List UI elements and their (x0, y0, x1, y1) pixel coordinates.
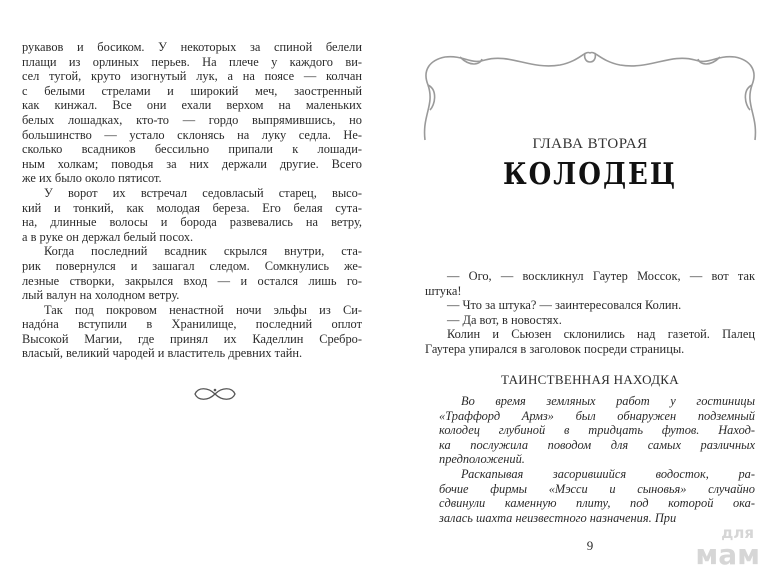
page-number: 9 (586, 538, 594, 553)
text-line: с белыми стрелами и широкий меч, заостренный (22, 83, 362, 98)
dialog-text (425, 269, 755, 357)
text-line: У ворот их встречал седовласый старец, высо- (44, 185, 362, 200)
text-line: Высокой Магии, где принял их Каделлин Сребро- (22, 331, 362, 346)
text-line: лый валун на холодном ветру. (22, 288, 180, 303)
text-line: — Да вот, в новостях. (447, 312, 562, 327)
chapter-label: ГЛАВА ВТОРАЯ (532, 136, 648, 152)
newspaper-headline: ТАИНСТВЕННАЯ НАХОДКА (501, 372, 679, 387)
text-line: белых лошадках, кто-то — гордо выпрямившись, но (22, 112, 362, 127)
text-line: Когда последний всадник скрылся внутри, ста- (44, 244, 362, 259)
text-line: рик повернулся и зашагал следом. Сомкнулись же- (22, 258, 362, 273)
chapter-title: КОЛОДЕЦ (503, 157, 677, 193)
left-body-text (22, 40, 362, 361)
text-line: Во время земляных работ у гостиницы (461, 394, 755, 408)
text-line: на, длинные волосы и борода развевались на ветру, (22, 215, 362, 230)
text-line: ным холкам; поводья за них держали другие. Всего (22, 156, 362, 171)
text-line: Колин и Сьюзен склонились над газетой. Палец (447, 327, 755, 342)
text-line: плащи из орлиных перьев. На плече у каждого ви- (22, 54, 362, 69)
text-line: Гаутера упирался в заголовок посреди страницы. (425, 341, 685, 356)
text-line: Так под покровом ненастной ночи эльфы из Си- (44, 302, 362, 317)
right-page (385, 0, 770, 577)
text-line: сколько всадников бессильно припали к лошади- (22, 142, 362, 157)
text-line: власый, великий чародей и властитель древних тайн. (22, 346, 303, 361)
text-line: — Что за штука? — заинтересовался Колин. (447, 298, 682, 313)
watermark-line1: для (721, 524, 754, 542)
text-line: сел тугой, круто изогнутый лук, а на поясе — колчан (22, 69, 362, 84)
text-line: бочие фирмы «Мэсси и сыновья» случайно (439, 481, 755, 496)
text-line: как кинжал. Все они ехали верхом на маленьких (22, 98, 362, 113)
text-line: рукавов и босиком. У некоторых за спиной белели (22, 40, 362, 54)
chapter-frame-ornament-icon (420, 45, 760, 145)
text-line: же их было около пятисот. (22, 171, 162, 186)
newspaper-article-text (439, 394, 755, 525)
watermark-logo (695, 526, 760, 569)
ornament-divider-icon (190, 386, 240, 402)
text-line: Раскапывая засорившийся водосток, ра- (461, 466, 755, 481)
text-line: колодец глубиной в тридцать футов. Наход- (439, 423, 755, 438)
text-line: залась шахта неизвестного назначения. При (439, 510, 677, 525)
text-line: большинство — устало склонясь на луку седла. Не- (22, 127, 362, 142)
text-line: лезные створки, закрылся вход — и остался лишь го- (22, 273, 362, 288)
text-line: сдвинули каменную плиту, под которой ока- (439, 496, 755, 511)
text-line: — Ого, — воскликнул Гаутер Моссок, — вот так (447, 269, 755, 283)
text-line: кий и тонкий, как молодая береза. Его белая сута- (22, 200, 362, 215)
text-line: «Траффорд Армз» был обнаружен подземный (439, 408, 755, 423)
text-line: штука! (425, 283, 462, 298)
text-line: надóна вступили в Хранилище, последний оплот (22, 317, 362, 332)
watermark-line2: мам (695, 538, 760, 571)
text-line: ка послужила поводом для самых различных (439, 437, 755, 452)
text-line: предположений. (439, 452, 525, 467)
text-line: а в руке он держал белый посох. (22, 229, 194, 244)
